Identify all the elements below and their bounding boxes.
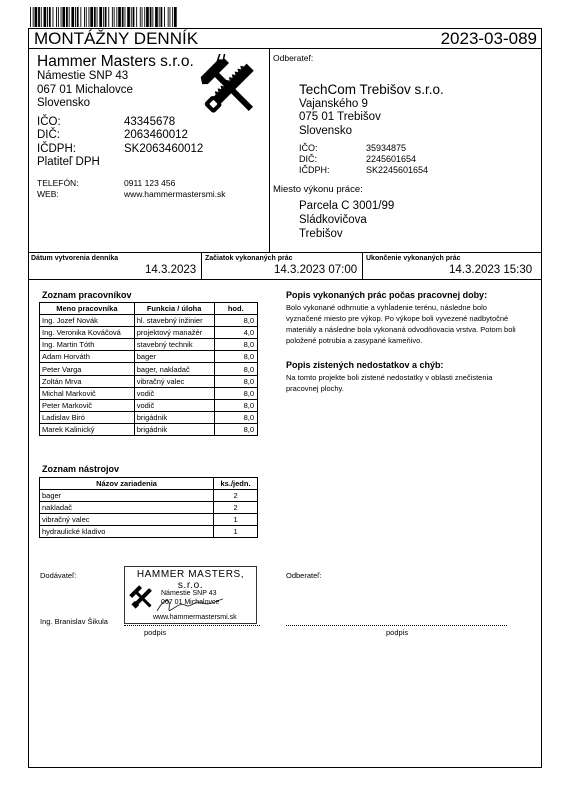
work-description-line: vyznačené miesto pre výkop. Po výkope boli vyvezené nadbytočné bbox=[286, 314, 509, 324]
customer-signature-line bbox=[286, 625, 507, 626]
worker-name: Michal Markovič bbox=[40, 387, 135, 399]
worker-hours: 8,0 bbox=[214, 387, 257, 399]
customer-name: TechCom Trebišov s.r.o. bbox=[299, 82, 444, 97]
supplier-dic-label: DIČ: bbox=[37, 129, 60, 141]
supplier-vat-status: Platiteľ DPH bbox=[37, 156, 100, 168]
barcode-bar bbox=[142, 7, 143, 27]
supplier-signature-line bbox=[124, 625, 260, 626]
customer-label: Odberateľ: bbox=[273, 53, 314, 63]
table-row bbox=[40, 387, 258, 399]
column-header: Meno pracovníka bbox=[40, 303, 135, 315]
barcode-bar bbox=[136, 7, 137, 27]
worker-role: projektový manažér bbox=[134, 327, 214, 339]
document-number: 2023-03-089 bbox=[440, 29, 537, 48]
workers-title: Zoznam pracovníkov bbox=[42, 290, 132, 300]
barcode-bar bbox=[133, 7, 135, 27]
table-row bbox=[40, 363, 258, 375]
barcode-bar bbox=[94, 7, 96, 27]
supplier-country: Slovensko bbox=[37, 97, 91, 109]
dates-divider bbox=[362, 252, 363, 280]
barcode-bar bbox=[44, 7, 47, 27]
barcode-bar bbox=[152, 7, 153, 27]
barcode-bar bbox=[99, 7, 102, 27]
table-row bbox=[40, 399, 258, 411]
tool-quantity: 2 bbox=[214, 490, 258, 502]
barcode-bar bbox=[97, 7, 98, 27]
stamp-title: HAMMER MASTERS, s.r.o. bbox=[136, 569, 245, 591]
barcode-bar bbox=[127, 7, 130, 27]
customer-signature-label: Odberateľ: bbox=[286, 571, 322, 580]
dates-divider bbox=[201, 252, 202, 280]
barcode-bar bbox=[41, 7, 42, 27]
tool-quantity: 1 bbox=[214, 514, 258, 526]
barcode-bar bbox=[146, 7, 149, 27]
table-row bbox=[40, 411, 258, 423]
worker-name: Zoltán Mrva bbox=[40, 375, 135, 387]
tool-name: vibračný valec bbox=[40, 514, 214, 526]
work-description-title: Popis vykonaných prác počas pracovnej doby: bbox=[286, 290, 488, 300]
company-stamp bbox=[124, 566, 257, 624]
defects-line: Na tomto projekte boli zistené nedostatky v oblasti znečistenia bbox=[286, 373, 493, 382]
customer-city: 075 01 Trebišov bbox=[299, 111, 381, 123]
worker-hours: 8,0 bbox=[214, 351, 257, 363]
customer-icdph-value: SK2245601654 bbox=[366, 165, 429, 175]
worker-hours: 4,0 bbox=[214, 327, 257, 339]
tools-table bbox=[39, 477, 258, 538]
customer-icdph-label: IČDPH: bbox=[299, 165, 330, 175]
barcode-bar bbox=[75, 7, 76, 27]
barcode-bar bbox=[140, 7, 141, 27]
barcode-bar bbox=[105, 7, 107, 27]
tool-name: bager bbox=[40, 490, 214, 502]
barcode-bar bbox=[172, 7, 173, 27]
table-row bbox=[40, 339, 258, 351]
supplier-signature-label: Dodávateľ: bbox=[40, 571, 77, 580]
work-site-line: Trebišov bbox=[299, 228, 343, 240]
tool-quantity: 2 bbox=[214, 502, 258, 514]
tool-name: hydraulické kladivo bbox=[40, 526, 214, 538]
workers-header-row bbox=[40, 303, 258, 315]
barcode-bar bbox=[66, 7, 68, 27]
customer-dic-value: 2245601654 bbox=[366, 154, 417, 164]
created-date-label: Dátum vytvorenia denníka bbox=[31, 255, 119, 262]
worker-role: hl. stavebný inžinier bbox=[134, 315, 214, 327]
work-description-line: materiály a následne bola vykonaná odvodňovacia vrstva. Potom boli bbox=[286, 325, 516, 335]
worker-name: Peter Markovič bbox=[40, 399, 135, 411]
supplier-phone-label: TELEFÓN: bbox=[37, 178, 79, 188]
customer-street: Vajanského 9 bbox=[299, 98, 368, 110]
barcode-bar bbox=[164, 7, 165, 27]
barcode-bar bbox=[86, 7, 87, 27]
customer-dic-label: DIČ: bbox=[299, 154, 317, 164]
worker-hours: 8,0 bbox=[214, 411, 257, 423]
created-date-value: 14.3.2023 bbox=[145, 264, 197, 276]
column-header: Názov zariadenia bbox=[40, 478, 214, 490]
worker-hours: 8,0 bbox=[214, 399, 257, 411]
barcode-bar bbox=[58, 7, 59, 27]
barcode-bar bbox=[30, 7, 31, 27]
column-header: hod. bbox=[214, 303, 257, 315]
stamp-logo-icon bbox=[129, 585, 155, 611]
customer-signature-caption: podpis bbox=[386, 628, 409, 637]
barcode-bar bbox=[53, 7, 54, 27]
stamp-address-line: Námestie SNP 43 bbox=[161, 590, 217, 597]
supplier-ico-label: IČO: bbox=[37, 116, 61, 128]
barcode-bar bbox=[33, 7, 34, 27]
stamp-address-line: 067 01 Michalovce bbox=[161, 599, 220, 606]
supplier-ico-value: 43345678 bbox=[124, 116, 176, 128]
worker-role: vodič bbox=[134, 387, 214, 399]
supplier-signer-name: Ing. Branislav Šikula bbox=[40, 617, 108, 626]
table-row bbox=[40, 327, 258, 339]
worker-name: Ladislav Biró bbox=[40, 411, 135, 423]
worker-name: Peter Varga bbox=[40, 363, 135, 375]
table-row bbox=[40, 351, 258, 363]
work-description-text bbox=[286, 302, 516, 346]
worker-hours: 8,0 bbox=[214, 363, 257, 375]
barcode-bar bbox=[49, 7, 51, 27]
barcode-bar bbox=[89, 7, 90, 27]
barcode-bar bbox=[174, 7, 177, 27]
table-row bbox=[40, 514, 258, 526]
worker-hours: 8,0 bbox=[214, 315, 257, 327]
barcode-bar bbox=[116, 7, 117, 27]
customer-ico-value: 35934875 bbox=[366, 143, 407, 153]
barcode-bar bbox=[118, 7, 121, 27]
end-time-label: Ukončenie vykonaných prác bbox=[366, 255, 461, 262]
work-description-line: Bolo vykonané odhrnutie a vyhĺadenie terénu, následne bolo bbox=[286, 303, 487, 312]
worker-role: bager bbox=[134, 351, 214, 363]
supplier-city: 067 01 Michalovce bbox=[37, 84, 133, 96]
work-site-label: Miesto výkonu práce: bbox=[273, 184, 363, 195]
barcode-bar bbox=[90, 7, 93, 27]
barcode-bar bbox=[56, 7, 57, 27]
worker-name: Marek Kalinický bbox=[40, 423, 135, 435]
worker-name: Adam Horváth bbox=[40, 351, 135, 363]
supplier-phone-value: 0911 123 456 bbox=[124, 178, 176, 188]
work-site-line: Sládkovičova bbox=[299, 214, 367, 226]
header-divider bbox=[269, 48, 270, 253]
defects-text bbox=[286, 372, 492, 394]
supplier-web-value: www.hammermastersmi.sk bbox=[124, 189, 226, 199]
column-header: Funkcia / úloha bbox=[134, 303, 214, 315]
barcode-bar bbox=[159, 7, 160, 27]
table-row bbox=[40, 315, 258, 327]
work-description-line: položené potrubia a zasypané kameňivo. bbox=[286, 336, 423, 346]
barcode-bar bbox=[122, 7, 124, 27]
barcode-bar bbox=[150, 7, 152, 27]
column-header: ks./jedn. bbox=[214, 478, 258, 490]
customer-ico-label: IČO: bbox=[299, 143, 318, 153]
tool-name: nakladač bbox=[40, 502, 214, 514]
table-row bbox=[40, 375, 258, 387]
supplier-dic-value: 2063460012 bbox=[124, 129, 188, 141]
barcode-bar bbox=[103, 7, 104, 27]
document-title: MONTÁŽNY DENNÍK bbox=[34, 29, 199, 48]
barcode-bar bbox=[84, 7, 85, 27]
supplier-street: Námestie SNP 43 bbox=[37, 70, 129, 82]
barcode-bar bbox=[80, 7, 81, 27]
barcode bbox=[30, 7, 178, 27]
barcode-bar bbox=[35, 7, 38, 27]
dates-top-rule bbox=[28, 252, 542, 253]
tool-quantity: 1 bbox=[214, 526, 258, 538]
table-row bbox=[40, 502, 258, 514]
barcode-bar bbox=[144, 7, 145, 27]
title-bar bbox=[28, 28, 542, 49]
barcode-bar bbox=[38, 7, 40, 27]
workers-table bbox=[39, 302, 258, 436]
worker-role: vibračný valec bbox=[134, 375, 214, 387]
supplier-signature-caption: podpis bbox=[144, 628, 167, 637]
end-time-value: 14.3.2023 15:30 bbox=[449, 264, 533, 276]
supplier-web-label: WEB: bbox=[37, 189, 59, 199]
worker-hours: 8,0 bbox=[214, 339, 257, 351]
worker-name: Ing. Martin Tóth bbox=[40, 339, 135, 351]
dates-bottom-rule bbox=[28, 279, 542, 280]
barcode-bar bbox=[114, 7, 115, 27]
supplier-name: Hammer Masters s.r.o. bbox=[37, 53, 194, 70]
barcode-bar bbox=[108, 7, 109, 27]
table-row bbox=[40, 526, 258, 538]
stamp-web-line: www.hammermastersmi.sk bbox=[153, 614, 237, 621]
barcode-bar bbox=[170, 7, 171, 27]
worker-role: brigádnik bbox=[134, 411, 214, 423]
table-row bbox=[40, 423, 258, 435]
barcode-bar bbox=[131, 7, 132, 27]
barcode-bar bbox=[77, 7, 79, 27]
worker-role: bager, nakladač bbox=[134, 363, 214, 375]
table-row bbox=[40, 490, 258, 502]
worker-name: Ing. Veronika Kováčová bbox=[40, 327, 135, 339]
barcode-bar bbox=[155, 7, 158, 27]
supplier-icdph-label: IČDPH: bbox=[37, 143, 76, 155]
work-site-line: Parcela C 3001/99 bbox=[299, 200, 395, 212]
worker-name: Ing. Jozef Novák bbox=[40, 315, 135, 327]
start-time-label: Začiatok vykonaných prác bbox=[205, 255, 293, 262]
barcode-bar bbox=[161, 7, 163, 27]
barcode-bar bbox=[168, 7, 169, 27]
worker-role: brigádnik bbox=[134, 423, 214, 435]
barcode-bar bbox=[69, 7, 70, 27]
barcode-bar bbox=[125, 7, 126, 27]
defects-line: pracovnej plochy. bbox=[286, 384, 344, 394]
defects-title: Popis zistených nedostatkov a chýb: bbox=[286, 360, 444, 370]
barcode-bar bbox=[61, 7, 62, 27]
worker-role: vodič bbox=[134, 399, 214, 411]
barcode-bar bbox=[112, 7, 113, 27]
start-time-value: 14.3.2023 07:00 bbox=[274, 264, 358, 276]
worker-hours: 8,0 bbox=[214, 423, 257, 435]
barcode-bar bbox=[71, 7, 74, 27]
tools-header-row bbox=[40, 478, 258, 490]
tools-title: Zoznam nástrojov bbox=[42, 464, 120, 474]
barcode-bar bbox=[62, 7, 65, 27]
handwritten-signature bbox=[155, 593, 225, 617]
worker-role: stavebný technik bbox=[134, 339, 214, 351]
crossed-hammer-saw-icon bbox=[196, 54, 262, 120]
supplier-icdph-value: SK2063460012 bbox=[124, 143, 204, 155]
barcode-bar bbox=[47, 7, 48, 27]
customer-country: Slovensko bbox=[299, 125, 353, 137]
worker-hours: 8,0 bbox=[214, 375, 257, 387]
